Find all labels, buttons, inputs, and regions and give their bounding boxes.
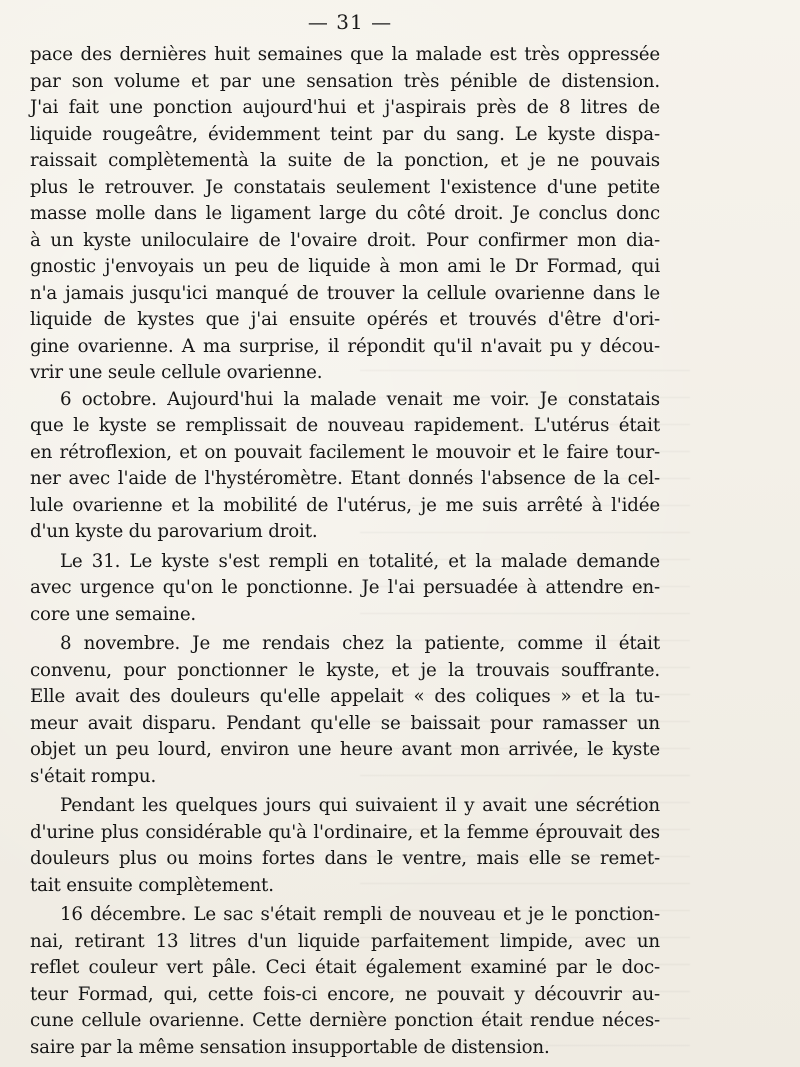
text-line: Pendant les quelques jours qui suivaient il y avait une sécrétion <box>60 795 660 816</box>
text-line: gnostic j'envoyais un peu de liquide à mon ami le Dr Formad, qui <box>30 256 660 277</box>
text-line: à un kyste uniloculaire de l'ovaire droit. Pour confirmer mon dia- <box>30 229 660 251</box>
text-line: Elle avait des douleurs qu'elle appelait « des coliques » et la tu- <box>30 686 660 707</box>
text-line: d'un kyste du parovarium droit. <box>30 521 318 542</box>
text-line: tait ensuite complètement. <box>30 874 274 896</box>
text-line: 6 octobre. Aujourd'hui la malade venait me voir. Je constatais <box>60 388 660 410</box>
text-line: vrir une seule cellule ovarienne. <box>30 362 323 383</box>
text-line: liquide rougeâtre, évidemment teint par du sang. Le kyste dispa- <box>30 123 660 145</box>
text-line: 16 décembre. Le sac s'était rempli de nouveau et je le ponction- <box>60 904 660 925</box>
text-line: reflet couleur vert pâle. Ceci était également examiné par le doc- <box>30 957 660 978</box>
text-line: teur Formad, qui, cette fois-ci encore, ne pouvait y découvrir au- <box>30 983 660 1005</box>
text-line: d'urine plus considérable qu'à l'ordinaire, et la femme éprouvait des <box>30 821 660 843</box>
text-line: 8 novembre. Je me rendais chez la patiente, comme il était <box>60 633 660 654</box>
text-line: par son volume et par une sensation très pénible de distension. <box>30 70 660 92</box>
text-line: J'ai fait une ponction aujourd'hui et j'aspirais près de 8 litres de <box>30 97 660 118</box>
text-line: meur avait disparu. Pendant qu'elle se baissait pour ramasser un <box>30 712 660 734</box>
text-line: Le 31. Le kyste s'est rempli en totalité, et la malade demande <box>60 550 660 572</box>
text-line: objet un peu lourd, environ une heure avant mon arrivée, le kyste <box>30 739 660 760</box>
text-line: ner avec l'aide de l'hystéromètre. Etant donnés l'absence de la cel- <box>30 468 660 489</box>
text-line: douleurs plus ou moins fortes dans le ventre, mais elle se remet- <box>30 848 660 869</box>
text-line: masse molle dans le ligament large du côté droit. Je conclus donc <box>30 203 660 224</box>
text-line: core une semaine. <box>30 603 197 625</box>
text-line: que le kyste se remplissait de nouveau rapidement. L'utérus était <box>30 415 660 436</box>
text-line: en rétroflexion, et on pouvait facilement le mouvoir et le faire tour- <box>30 441 660 463</box>
text-line: cune cellule ovarienne. Cette dernière ponction était rendue néces- <box>30 1010 660 1031</box>
text-line: convenu, pour ponctionner le kyste, et je la trouvais souffrante. <box>30 659 660 681</box>
text-line: plus le retrouver. Je constatais seulement l'existence d'une petite <box>30 176 660 198</box>
body-text <box>30 42 660 1061</box>
text-line: avec urgence qu'on le ponctionne. Je l'ai persuadée à attendre en- <box>30 577 660 598</box>
text-line: nai, retirant 13 litres d'un liquide parfaitement limpide, avec un <box>30 930 660 952</box>
page-number: — 31 — <box>307 10 393 34</box>
text-line: n'a jamais jusqu'ici manqué de trouver la cellule ovarienne dans le <box>30 282 660 304</box>
text-line: saire par la même sensation insupportable de distension. <box>30 1036 550 1058</box>
text-line: gine ovarienne. A ma surprise, il répondit qu'il n'avait pu y décou- <box>30 335 660 357</box>
text-line: raissait complètementà la suite de la ponction, et je ne pouvais <box>30 150 660 171</box>
text-line: s'était rompu. <box>30 765 157 787</box>
text-line: lule ovarienne et la mobilité de l'utérus, je me suis arrêté à l'idée <box>30 494 660 516</box>
text-line: pace des dernières huit semaines que la malade est très oppressée <box>30 44 660 65</box>
text-line: liquide de kystes que j'ai ensuite opérés et trouvés d'être d'ori- <box>30 309 660 330</box>
